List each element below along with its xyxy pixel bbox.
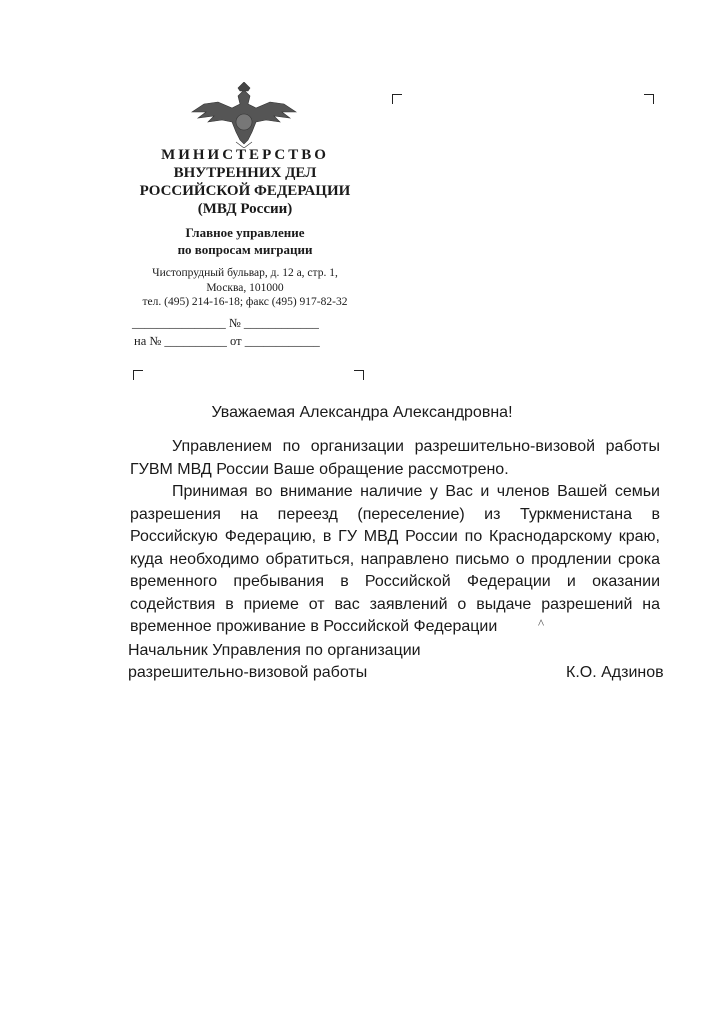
org-name-line: (МВД России) (197, 201, 293, 217)
body-paragraph: Принимая во внимание наличие у Вас и членов Вашей семьи разрешения на переезд (переселение) из Туркменистана в Российскую Федерацию, в ГУ МВД России по Краснодарскому краю, куда необходимо обратиться, направлено письмо о продлении срока временного пребывания в Российской Федерации и оказании содействия в приеме от вас заявлений о выдаче разрешений на временное проживание в Российской Федерации (130, 483, 660, 635)
signatory-name: К.О. Адзинов (566, 664, 664, 681)
address-block (110, 266, 380, 310)
body-paragraph: Управлением по организации разрешительно-визовой работы ГУВМ МВД России Ваше обращение рассмотрено. (130, 438, 660, 478)
department-line: по вопросам миграции (177, 242, 313, 257)
address-line: тел. (495) 214-16-18; факс (495) 917-82-32 (142, 296, 348, 308)
caret-mark: ^ (538, 616, 545, 631)
signatory-title-line: разрешительно-визовой работы (128, 664, 368, 681)
address-line: Чистопрудный бульвар, д. 12 а, стр. 1, (152, 267, 338, 279)
department-line: Главное управление (185, 225, 305, 240)
corner-mark (133, 370, 143, 380)
org-name-line: РОССИЙСКОЙ ФЕДЕРАЦИИ (139, 183, 351, 199)
outgoing-reference-line: _______________ № ____________ (132, 316, 319, 330)
corner-mark (392, 94, 402, 104)
double-headed-eagle-emblem (188, 82, 300, 148)
corner-mark (644, 94, 654, 104)
incoming-reference-line: на № __________ от ____________ (134, 334, 320, 348)
org-name-line: ВНУТРЕННИХ ДЕЛ (173, 165, 317, 181)
department-name (120, 224, 370, 258)
greeting: Уважаемая Александра Александровна! (211, 404, 513, 421)
signatory-title (128, 640, 421, 684)
address-line: Москва, 101000 (206, 281, 284, 294)
org-name-line: МИНИСТЕРСТВО (161, 147, 329, 163)
organization-header (120, 146, 370, 218)
signatory-title-line: Начальник Управления по организации (128, 642, 421, 659)
corner-mark (354, 370, 364, 380)
